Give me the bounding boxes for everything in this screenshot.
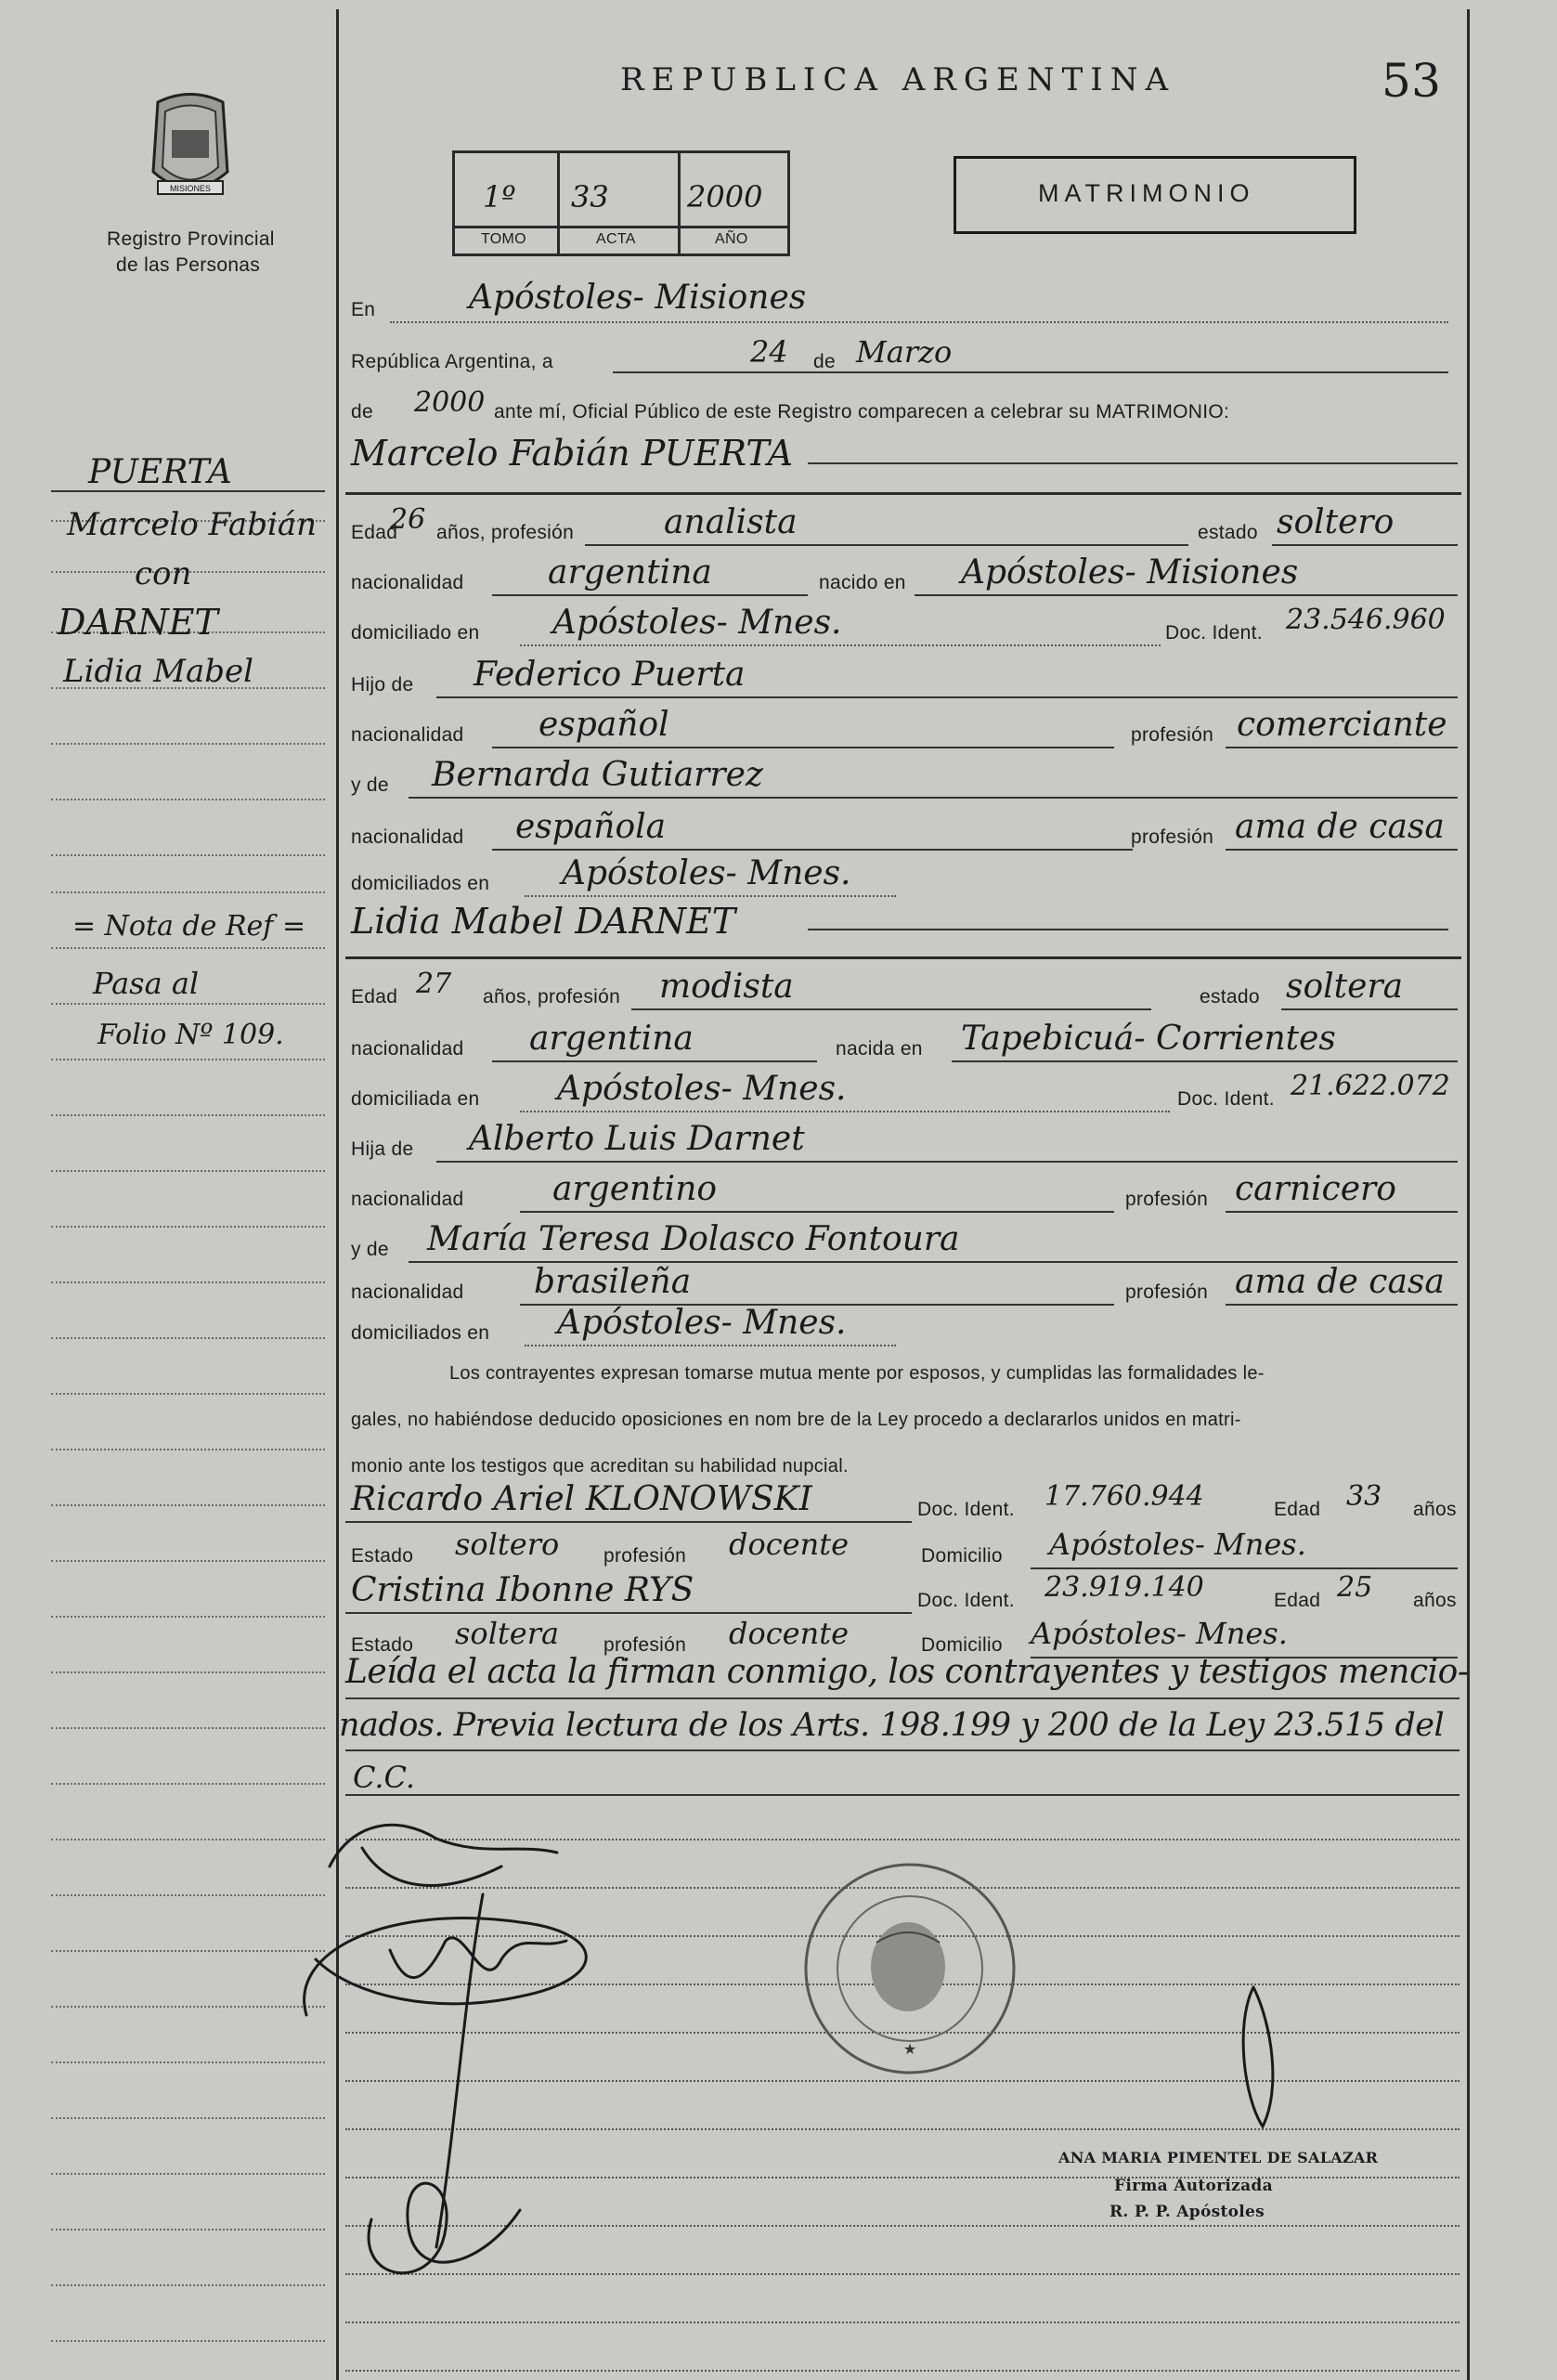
declaration-line2: gales, no habiéndose deducido oposiciones en nom bre de la Ley procedo a declararlos unidos en matri- bbox=[351, 1410, 1241, 1430]
registry-name-line2: de las Personas bbox=[116, 254, 261, 276]
margin-name-bride: Lidia Mabel bbox=[63, 653, 254, 690]
bride-age-label: Edad bbox=[351, 986, 398, 1008]
witness1-profession-label: profesión bbox=[603, 1545, 687, 1567]
witness2-status: soltera bbox=[455, 1616, 560, 1651]
bride-status: soltera bbox=[1286, 968, 1404, 1006]
ano-value: 2000 bbox=[687, 179, 763, 215]
witness1-years-label: años bbox=[1413, 1499, 1457, 1520]
witness2-name: Cristina Ibonne RYS bbox=[351, 1571, 694, 1609]
groom-full-name: Marcelo Fabián PUERTA bbox=[351, 433, 794, 474]
svg-text:★: ★ bbox=[902, 2042, 917, 2058]
witness1-status: soltero bbox=[455, 1527, 560, 1562]
groom-mother-profession: ama de casa bbox=[1235, 808, 1445, 846]
official-name: ANA MARIA PIMENTEL DE SALAZAR bbox=[1058, 2149, 1379, 2166]
witness2-address-label: Domicilio bbox=[921, 1634, 1003, 1656]
bride-mother-profession-label: profesión bbox=[1125, 1281, 1209, 1303]
margin-divider-line bbox=[336, 9, 339, 2380]
acta-label: ACTA bbox=[596, 231, 636, 247]
groom-nationality: argentina bbox=[548, 553, 712, 592]
groom-father-profession: comerciante bbox=[1237, 706, 1447, 744]
bride-nationality-label: nacionalidad bbox=[351, 1038, 464, 1060]
groom-father-nationality: español bbox=[538, 706, 669, 744]
bride-and-of-label: y de bbox=[351, 1239, 389, 1260]
country-title: REPUBLICA ARGENTINA bbox=[620, 61, 1176, 98]
bride-nationality: argentina bbox=[529, 1020, 694, 1058]
groom-mother-nationality-label: nacionalidad bbox=[351, 826, 464, 848]
doc-type: MATRIMONIO bbox=[1038, 179, 1255, 207]
groom-father-nationality-label: nacionalidad bbox=[351, 724, 464, 746]
declaration-line1: Los contrayentes expresan tomarse mutua mente por esposos, y cumplidas las formalidades le- bbox=[449, 1363, 1265, 1384]
bride-address: Apóstoles- Mnes. bbox=[557, 1070, 847, 1108]
bride-born-label: nacida en bbox=[836, 1038, 923, 1060]
groom-mother-nationality: española bbox=[515, 808, 667, 846]
margin-name-groom: Marcelo Fabián bbox=[67, 506, 318, 543]
groom-nationality-label: nacionalidad bbox=[351, 572, 464, 593]
closing-line3: C.C. bbox=[353, 1760, 416, 1795]
en-label: En bbox=[351, 299, 376, 320]
witness1-age-label: Edad bbox=[1274, 1499, 1321, 1520]
bride-profession-label: años, profesión bbox=[483, 986, 621, 1008]
bride-father-profession: carnicero bbox=[1235, 1170, 1396, 1208]
groom-parents-address: Apóstoles- Mnes. bbox=[562, 854, 851, 892]
ceremony-place: Apóstoles- Misiones bbox=[469, 279, 807, 317]
bride-father-profession-label: profesión bbox=[1125, 1189, 1209, 1210]
ceremony-day: 24 bbox=[750, 334, 788, 370]
tomo-label: TOMO bbox=[481, 231, 526, 247]
bride-father: Alberto Luis Darnet bbox=[469, 1120, 805, 1158]
republic-label: República Argentina, a bbox=[351, 351, 553, 372]
witness2-years-label: años bbox=[1413, 1590, 1457, 1611]
ceremony-month: Marzo bbox=[856, 334, 953, 370]
logo-text: MISIONES bbox=[169, 184, 212, 193]
closing-line2: nados. Previa lectura de los Arts. 198.199 y 200 de la Ley 23.515 del bbox=[339, 1707, 1445, 1744]
de-label-2: de bbox=[351, 401, 373, 423]
page-number: 53 bbox=[1382, 54, 1442, 108]
groom-parents-address-label: domiciliados en bbox=[351, 873, 490, 894]
intro-text: ante mí, Oficial Público de este Registro comparecen a celebrar su MATRIMONIO: bbox=[494, 401, 1230, 423]
witness1-doc: 17.760.944 bbox=[1044, 1480, 1204, 1513]
bride-mother-nationality: brasileña bbox=[534, 1263, 692, 1301]
margin-note-line2: Pasa al bbox=[93, 966, 200, 1001]
groom-father: Federico Puerta bbox=[474, 656, 746, 694]
witness2-age: 25 bbox=[1337, 1571, 1373, 1604]
groom-doc-label: Doc. Ident. bbox=[1165, 622, 1263, 644]
bride-mother: María Teresa Dolasco Fontoura bbox=[427, 1220, 960, 1258]
bride-parents-address: Apóstoles- Mnes. bbox=[557, 1304, 847, 1342]
ano-label: AÑO bbox=[715, 231, 748, 247]
margin-surname-groom: PUERTA bbox=[88, 453, 232, 491]
provincial-logo bbox=[139, 88, 241, 209]
bride-address-label: domiciliada en bbox=[351, 1088, 480, 1110]
witness1-profession: docente bbox=[729, 1527, 850, 1562]
witness2-status-label: Estado bbox=[351, 1634, 414, 1656]
groom-address: Apóstoles- Mnes. bbox=[552, 604, 842, 642]
groom-born-label: nacido en bbox=[819, 572, 906, 593]
witness1-name: Ricardo Ariel KLONOWSKI bbox=[351, 1480, 812, 1518]
groom-mother: Bernarda Gutiarrez bbox=[432, 756, 763, 794]
registry-name-line1: Registro Provincial bbox=[107, 228, 275, 250]
ceremony-year: 2000 bbox=[414, 386, 486, 419]
bride-daughter-of-label: Hija de bbox=[351, 1138, 414, 1160]
official-office: R. P. P. Apóstoles bbox=[1109, 2203, 1265, 2221]
groom-profession: analista bbox=[664, 503, 798, 541]
witness1-age: 33 bbox=[1346, 1480, 1382, 1513]
groom-age: 26 bbox=[390, 503, 426, 536]
declaration-line3: monio ante los testigos que acreditan su habilidad nupcial. bbox=[351, 1456, 849, 1476]
groom-father-profession-label: profesión bbox=[1131, 724, 1214, 746]
witness2-age-label: Edad bbox=[1274, 1590, 1321, 1611]
registry-box bbox=[452, 150, 790, 256]
bride-full-name: Lidia Mabel DARNET bbox=[351, 901, 736, 942]
bride-parents-address-label: domiciliados en bbox=[351, 1322, 490, 1344]
margin-note-title: = Nota de Ref = bbox=[72, 910, 306, 943]
tomo-value: 1º bbox=[483, 179, 516, 215]
bride-father-nationality-label: nacionalidad bbox=[351, 1189, 464, 1210]
groom-status-label: estado bbox=[1198, 522, 1258, 543]
right-border-line bbox=[1467, 9, 1470, 2380]
groom-mother-profession-label: profesión bbox=[1131, 826, 1214, 848]
witness2-profession-label: profesión bbox=[603, 1634, 687, 1656]
bride-mother-nationality-label: nacionalidad bbox=[351, 1281, 464, 1303]
bride-mother-profession: ama de casa bbox=[1235, 1263, 1445, 1301]
margin-surname-bride: DARNET bbox=[58, 602, 218, 643]
bride-birthplace: Tapebicuá- Corrientes bbox=[961, 1020, 1336, 1058]
bride-father-nationality: argentino bbox=[552, 1170, 718, 1208]
witness2-profession: docente bbox=[729, 1616, 850, 1651]
witness2-doc: 23.919.140 bbox=[1044, 1571, 1204, 1604]
witness1-doc-label: Doc. Ident. bbox=[917, 1499, 1015, 1520]
bride-profession: modista bbox=[659, 968, 794, 1006]
de-label-1: de bbox=[813, 351, 836, 372]
official-seal bbox=[798, 1857, 1021, 2080]
bride-doc: 21.622.072 bbox=[1291, 1070, 1450, 1102]
bride-status-label: estado bbox=[1200, 986, 1260, 1008]
acta-value: 33 bbox=[571, 179, 609, 215]
closing-line1: Leída el acta la firman conmigo, los contrayentes y testigos mencio- bbox=[345, 1653, 1469, 1691]
groom-son-of-label: Hijo de bbox=[351, 674, 414, 696]
groom-birthplace: Apóstoles- Misiones bbox=[961, 553, 1299, 592]
witness1-status-label: Estado bbox=[351, 1545, 414, 1567]
official-title: Firma Autorizada bbox=[1114, 2177, 1273, 2195]
groom-age-label: Edad bbox=[351, 522, 398, 543]
bride-doc-label: Doc. Ident. bbox=[1177, 1088, 1275, 1110]
margin-connector: con bbox=[135, 555, 192, 592]
witness2-doc-label: Doc. Ident. bbox=[917, 1590, 1015, 1611]
groom-status: soltero bbox=[1277, 503, 1395, 541]
bride-age: 27 bbox=[416, 968, 452, 1000]
groom-address-label: domiciliado en bbox=[351, 622, 480, 644]
groom-doc: 23.546.960 bbox=[1286, 604, 1446, 636]
witness1-address: Apóstoles- Mnes. bbox=[1049, 1527, 1306, 1562]
groom-profession-label: años, profesión bbox=[436, 522, 575, 543]
witness2-address: Apóstoles- Mnes. bbox=[1031, 1616, 1288, 1651]
doc-type-box bbox=[954, 156, 1356, 234]
margin-note-line3: Folio Nº 109. bbox=[97, 1019, 284, 1051]
groom-and-of-label: y de bbox=[351, 774, 389, 796]
witness1-address-label: Domicilio bbox=[921, 1545, 1003, 1567]
